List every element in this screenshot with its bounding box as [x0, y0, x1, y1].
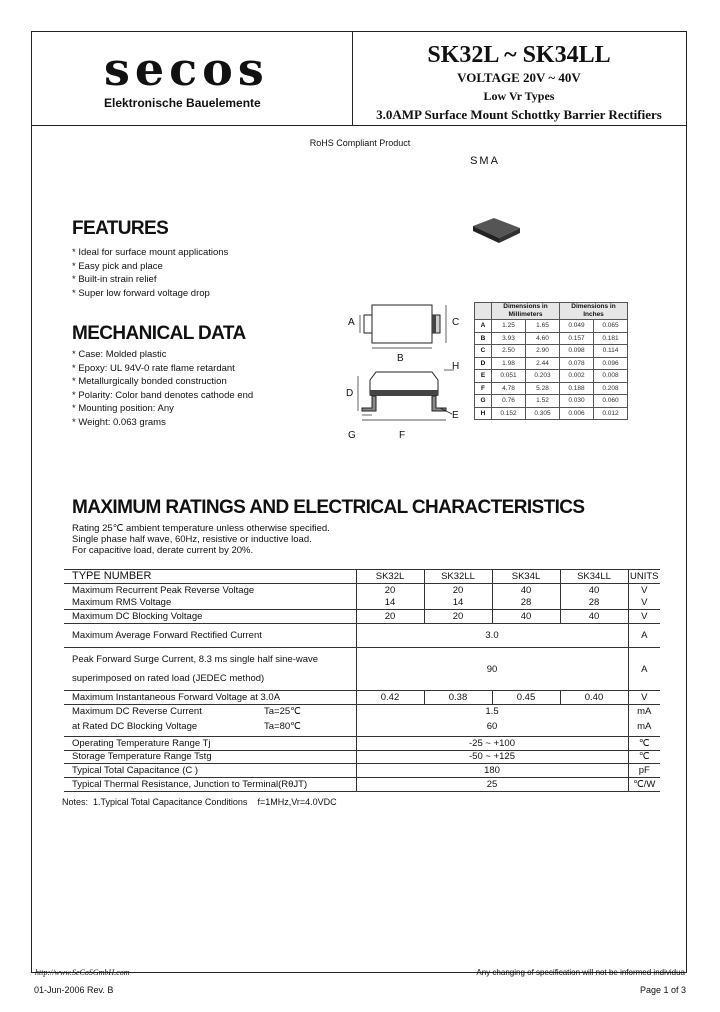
- table-cell: 20: [356, 610, 424, 624]
- table-cell: SK34L: [492, 570, 560, 584]
- table-cell: 0.051: [492, 370, 526, 383]
- table-row: [475, 395, 628, 408]
- table-cell: 0.049: [560, 320, 594, 333]
- table-cell: A: [628, 648, 660, 691]
- dim-header-mm: Dimensions in Millimeters: [492, 303, 560, 320]
- rohs-notice: RoHS Compliant Product: [309, 138, 411, 148]
- table-cell: 0.078: [560, 357, 594, 370]
- dim-label-f: F: [399, 430, 406, 441]
- dim-header-inches: Dimensions in Inches: [560, 303, 628, 320]
- table-cell: at Rated DC Blocking Voltage Ta=80℃: [72, 721, 301, 733]
- ratings-heading: MAXIMUM RATINGS AND ELECTRICAL CHARACTERISTICS: [72, 497, 585, 518]
- dim-label-d: D: [346, 388, 354, 399]
- table-cell: 0.008: [594, 370, 628, 383]
- table-cell: H: [475, 407, 492, 420]
- table-cell: 1.65: [526, 320, 560, 333]
- feature-item: * Ideal for surface mount applications: [72, 247, 229, 258]
- table-cell: 25: [356, 778, 628, 792]
- mechanical-item: * Polarity: Color band denotes cathode end: [72, 389, 254, 401]
- table-cell: F: [475, 382, 492, 395]
- table-cell: 0.76: [492, 395, 526, 408]
- table-cell: 2.44: [526, 357, 560, 370]
- mechanical-item: * Metallurgically bonded construction: [72, 376, 227, 387]
- intro-line: Rating 25℃ ambient temperature unless otherwise specified.: [72, 523, 330, 534]
- table-row: [64, 648, 660, 691]
- table-row: [64, 610, 660, 624]
- table-cell: 0.42: [356, 691, 424, 705]
- table-cell: A: [628, 624, 660, 648]
- table-cell: 0.208: [594, 382, 628, 395]
- dim-label-b: B: [397, 353, 404, 364]
- table-cell: 20: [424, 610, 492, 624]
- table-cell: ℃: [628, 750, 660, 764]
- intro-line: For capacitive load, derate current by 20%.: [72, 545, 254, 556]
- table-cell: 90: [356, 648, 628, 691]
- table-cell: ℃/W: [628, 778, 660, 792]
- table-cell: 0.006: [560, 407, 594, 420]
- table-cell: 0.002: [560, 370, 594, 383]
- header-bottom-rule: [32, 125, 686, 126]
- table-row: [475, 332, 628, 345]
- table-cell: G: [475, 395, 492, 408]
- table-cell: SK34LL: [560, 570, 628, 584]
- table-cell: Maximum RMS Voltage: [72, 597, 172, 609]
- footer-date: 01-Jun-2006 Rev. B: [34, 985, 114, 995]
- table-cell: 60: [356, 718, 628, 737]
- table-row: [475, 370, 628, 383]
- table-cell: 4.60: [526, 332, 560, 345]
- table-cell: Storage Temperature Range Tstg: [64, 750, 356, 764]
- table-cell: V: [628, 583, 660, 596]
- feature-item: * Easy pick and place: [72, 260, 163, 272]
- table-row: [64, 583, 660, 596]
- table-cell: 14: [424, 597, 492, 610]
- table-cell: 0.305: [526, 407, 560, 420]
- mechanical-item: * Weight: 0.063 grams: [72, 416, 166, 428]
- mechanical-heading: MECHANICAL DATA: [72, 323, 246, 344]
- table-row: [64, 624, 660, 648]
- mechanical-item: * Case: Molded plastic: [72, 349, 167, 360]
- footer-url-link[interactable]: http://www.SeCoSGmbH.com: [35, 968, 130, 977]
- table-cell: Peak Forward Surge Current, 8.3 ms single half sine-wave superimposed on rated load (JEDEC method): [64, 648, 356, 691]
- table-cell: 2.50: [492, 345, 526, 358]
- table-cell: 1.98: [492, 357, 526, 370]
- footer-page-number: Page 1 of 3: [639, 985, 686, 995]
- table-cell: Maximum Recurrent Peak Reverse Voltage: [64, 583, 356, 596]
- table-cell: 0.157: [560, 332, 594, 345]
- table-cell: 3.93: [492, 332, 526, 345]
- table-row: [64, 691, 660, 705]
- feature-item: * Super low forward voltage drop: [72, 287, 210, 299]
- table-cell: 0.40: [560, 691, 628, 705]
- table-row: [64, 750, 660, 764]
- part-title: SK32L ~ SK34LL: [427, 42, 611, 68]
- table-cell: B: [475, 332, 492, 345]
- table-cell: 2.90: [526, 345, 560, 358]
- footer-notice: Any changing of specification will not be informed individua: [476, 968, 685, 977]
- table-row: [475, 407, 628, 420]
- package-image: [468, 212, 528, 246]
- features-heading: FEATURES: [72, 218, 169, 239]
- dim-label-g: G: [348, 430, 356, 441]
- table-cell: SK32LL: [424, 570, 492, 584]
- table-cell: pF: [628, 764, 660, 778]
- table-cell: 0.012: [594, 407, 628, 420]
- table-header-row: [64, 570, 660, 584]
- company-logo: secos: [104, 42, 269, 96]
- table-row: [475, 357, 628, 370]
- table-cell: Operating Temperature Range Tj: [64, 736, 356, 750]
- table-cell: -25 ~ +100: [356, 736, 628, 750]
- table-cell: 28: [492, 597, 560, 610]
- intro-line: Single phase half wave, 60Hz, resistive or inductive load.: [72, 534, 312, 545]
- outline-lines: [340, 300, 470, 450]
- table-cell: 40: [560, 583, 628, 596]
- notes: Notes: 1.Typical Total Capacitance Conditions f=1MHz,Vr=4.0VDC: [62, 797, 337, 807]
- table-row: [475, 345, 628, 358]
- mechanical-item: * Epoxy: UL 94V-0 rate flame retardant: [72, 362, 235, 374]
- features-list: [72, 246, 228, 300]
- table-cell: V: [628, 597, 660, 610]
- table-cell: mA: [628, 704, 660, 717]
- table-cell: UNITS: [630, 570, 659, 582]
- dimensions-table: [474, 302, 628, 420]
- table-cell: 0.114: [594, 345, 628, 358]
- table-cell: V: [628, 610, 660, 624]
- company-name: Elektronische Bauelemente: [104, 96, 261, 110]
- table-row: [64, 597, 660, 610]
- table-cell: D: [475, 357, 492, 370]
- feature-item: * Built-in strain relief: [72, 274, 157, 285]
- table-cell: Typical Thermal Resistance, Junction to Terminal(RθJT): [64, 778, 356, 792]
- table-cell: 40: [492, 610, 560, 624]
- table-cell: 20: [356, 583, 424, 596]
- table-cell: 0.098: [560, 345, 594, 358]
- table-cell: 0.065: [594, 320, 628, 333]
- table-cell: 5.28: [526, 382, 560, 395]
- table-cell: E: [475, 370, 492, 383]
- table-cell: SK32L: [356, 570, 424, 584]
- product-subtitle: Low Vr Types: [483, 89, 555, 103]
- table-cell: 0.152: [492, 407, 526, 420]
- table-cell: Maximum DC Reverse Current Ta=25℃: [64, 704, 356, 717]
- table-row: [64, 736, 660, 750]
- table-cell: 4.78: [492, 382, 526, 395]
- table-cell: 3.0: [356, 624, 628, 648]
- table-cell: C: [475, 345, 492, 358]
- table-cell: 14: [356, 597, 424, 610]
- table-cell: Maximum Instantaneous Forward Voltage at 3.0A: [64, 691, 356, 705]
- voltage-range: VOLTAGE 20V ~ 40V: [457, 70, 581, 85]
- table-cell: 1.25: [492, 320, 526, 333]
- table-row: [64, 764, 660, 778]
- table-cell: 0.181: [594, 332, 628, 345]
- ratings-intro: [72, 523, 330, 556]
- package-name: SMA: [470, 155, 500, 167]
- dim-label-c: C: [452, 317, 460, 328]
- table-cell: 40: [560, 610, 628, 624]
- table-cell: 40: [492, 583, 560, 596]
- table-cell: 0.096: [594, 357, 628, 370]
- table-cell: TYPE NUMBER: [64, 570, 356, 584]
- table-cell: 1.52: [526, 395, 560, 408]
- dim-label-a: A: [348, 317, 355, 328]
- mechanical-list: [72, 348, 253, 429]
- table-cell: 0.060: [594, 395, 628, 408]
- table-row: [64, 704, 660, 717]
- dim-label-h: H: [452, 361, 460, 372]
- table-row: [64, 718, 660, 737]
- table-cell: 0.38: [424, 691, 492, 705]
- table-cell: 28: [560, 597, 628, 610]
- table-cell: mA: [628, 718, 660, 737]
- table-cell: Maximum DC Blocking Voltage: [64, 610, 356, 624]
- table-cell: ℃: [628, 736, 660, 750]
- table-cell: 20: [424, 583, 492, 596]
- table-row: [475, 382, 628, 395]
- dim-label-e: E: [452, 410, 459, 421]
- table-cell: Typical Total Capacitance (C ): [64, 764, 356, 778]
- table-cell: 1.5: [356, 704, 628, 717]
- table-row: [64, 778, 660, 792]
- table-cell: 0.188: [560, 382, 594, 395]
- table-cell: Maximum Average Forward Rectified Current: [64, 624, 356, 648]
- product-description: 3.0AMP Surface Mount Schottky Barrier Rectifiers: [376, 107, 662, 122]
- ratings-table: [64, 569, 660, 792]
- table-cell: 0.203: [526, 370, 560, 383]
- package-outline-drawing: [340, 300, 470, 450]
- table-cell: -50 ~ +125: [356, 750, 628, 764]
- table-cell: 0.030: [560, 395, 594, 408]
- table-row: [475, 320, 628, 333]
- table-cell: 180: [356, 764, 628, 778]
- table-cell: 0.45: [492, 691, 560, 705]
- mechanical-item: * Mounting position: Any: [72, 403, 174, 414]
- table-cell: A: [475, 320, 492, 333]
- table-cell: V: [628, 691, 660, 705]
